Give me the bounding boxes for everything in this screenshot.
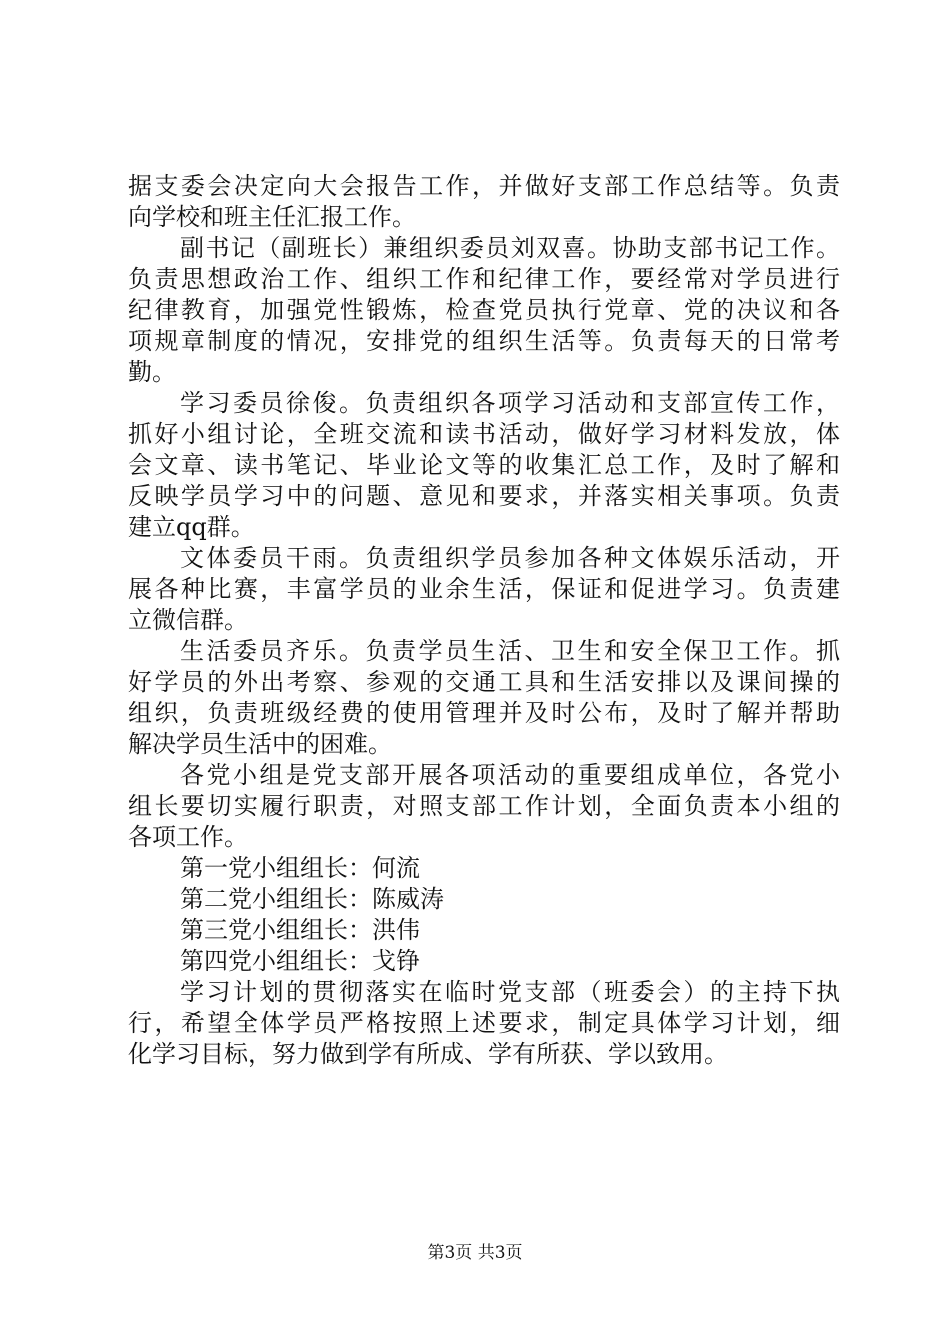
text-line: 第二党小组组长：陈威涛 (180, 885, 444, 913)
text-line: 负责思想政治工作、组织工作和纪律工作，要经常对学员进行 (128, 265, 840, 293)
text-line: 展各种比赛，丰富学员的业余生活，保证和促进学习。负责建 (128, 575, 840, 603)
text-line: 生活委员齐乐。负责学员生活、卫生和安全保卫工作。抓 (180, 637, 840, 665)
text-line: 第四党小组组长：戈铮 (180, 947, 420, 975)
page-footer: 第3页 共3页 (427, 1243, 523, 1263)
document-body (128, 171, 840, 1070)
text-line: 学习计划的贯彻落实在临时党支部（班委会）的主持下执 (180, 978, 840, 1006)
text-line: 据支委会决定向大会报告工作，并做好支部工作总结等。负责 (128, 172, 840, 200)
text-line: 好学员的外出考察、参观的交通工具和生活安排以及课间操的 (128, 668, 840, 696)
text-line: 勤。 (128, 358, 176, 386)
text-line: 学习委员徐俊。负责组织各项学习活动和支部宣传工作， (180, 389, 840, 417)
text-line: 反映学员学习中的问题、意见和要求，并落实相关事项。负责 (128, 482, 840, 510)
text-line: 向学校和班主任汇报工作。 (128, 203, 416, 231)
text-line: 解决学员生活中的困难。 (128, 730, 392, 758)
text-line: 文体委员干雨。负责组织学员参加各种文体娱乐活动，开 (180, 544, 840, 572)
text-line: 立微信群。 (128, 606, 248, 634)
text-line: 抓好小组讨论，全班交流和读书活动，做好学习材料发放，体 (128, 420, 840, 448)
text-line: 纪律教育，加强党性锻炼，检查党员执行党章、党的决议和各 (128, 296, 840, 324)
text-line: 会文章、读书笔记、毕业论文等的收集汇总工作，及时了解和 (128, 451, 840, 479)
text-line: 化学习目标，努力做到学有所成、学有所获、学以致用。 (128, 1040, 728, 1068)
text-line: 组织，负责班级经费的使用管理并及时公布，及时了解并帮助 (128, 699, 840, 727)
text-line: 各项工作。 (128, 823, 248, 851)
text-line: 副书记（副班长）兼组织委员刘双喜。协助支部书记工作。 (180, 234, 840, 262)
text-line: 行，希望全体学员严格按照上述要求，制定具体学习计划，细 (128, 1009, 840, 1037)
text-line: 组长要切实履行职责，对照支部工作计划，全面负责本小组的 (128, 792, 840, 820)
text-line: 第三党小组组长：洪伟 (180, 916, 420, 944)
text-line: 各党小组是党支部开展各项活动的重要组成单位，各党小 (180, 761, 840, 789)
text-line: 第一党小组组长：何流 (180, 854, 420, 882)
text-line: 项规章制度的情况，安排党的组织生活等。负责每天的日常考 (128, 327, 840, 355)
text-line: 建立qq群。 (128, 513, 255, 541)
